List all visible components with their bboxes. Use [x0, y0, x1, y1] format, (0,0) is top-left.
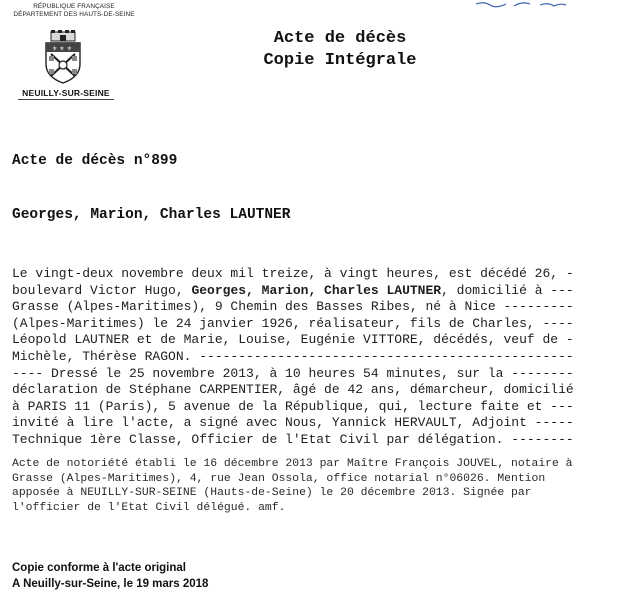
- deceased-name-emphasis: Georges, Marion, Charles LAUTNER: [191, 282, 442, 298]
- act-body-line: Le vingt-deux novembre deux mil treize, à vingt heures, est décédé 26, -: [12, 266, 574, 281]
- mention-line: l'officier de l'Etat Civil délégué. amf.: [12, 501, 286, 514]
- act-body-text: [12, 266, 616, 449]
- certified-copy-label: Copie conforme à l'acte original: [12, 562, 186, 574]
- certification-footer: [12, 560, 208, 592]
- act-body-line: (Alpes-Maritimes) le 24 janvier 1926, réalisateur, fils de Charles, ----: [12, 315, 574, 331]
- act-body-line: ---- Dressé le 25 novembre 2013, à 10 heures 54 minutes, sur la --------: [12, 365, 574, 381]
- act-body-line: invité à lire l'acte, a signé avec Nous, Yannick HERVAULT, Adjoint -----: [12, 415, 574, 431]
- republic-label: RÉPUBLIQUE FRANÇAISE: [33, 3, 115, 10]
- document-title: [220, 28, 460, 72]
- act-number: Acte de décès n°899: [12, 153, 178, 169]
- city-coat-of-arms-icon: [40, 30, 86, 84]
- marginal-mention-text: [12, 457, 616, 515]
- commune-underline: [18, 99, 114, 100]
- mention-line: Acte de notoriété établi le 16 décembre 2013 par Maître François JOUVEL, notaire à: [12, 458, 573, 470]
- commune-name: NEUILLY-SUR-SEINE: [22, 88, 110, 98]
- act-body-line: Technique 1ère Classe, Officier de l'Etat Civil par délégation. --------: [12, 431, 574, 447]
- svg-text:⚜ ⚜ ⚜: ⚜ ⚜ ⚜: [52, 45, 72, 53]
- act-body-line: déclaration de Stéphane CARPENTIER, âgé de 42 ans, démarcheur, domicilié: [12, 382, 574, 398]
- department-label: DÉPARTEMENT DES HAUTS-DE-SEINE: [13, 11, 135, 18]
- act-body-line: Michèle, Thérèse RAGON. ------------------------------------------------: [12, 348, 574, 364]
- act-body-line: Léopold LAUTNER et de Marie, Louise, Eugénie VITTORE, décédés, veuf de -: [12, 332, 574, 348]
- act-body-line: à PARIS 11 (Paris), 5 avenue de la République, qui, lecture faite et ---: [12, 398, 574, 414]
- title-line-1: Acte de décès: [273, 29, 407, 48]
- place-date-label: A Neuilly-sur-Seine, le 19 mars 2018: [12, 578, 209, 590]
- handwritten-mark: [470, 0, 570, 8]
- mention-line: apposée à NEUILLY-SUR-SEINE (Hauts-de-Seine) le 20 décembre 2013. Signée par: [12, 487, 532, 500]
- title-line-2: Copie Intégrale: [263, 51, 417, 70]
- issuing-authority: [0, 3, 148, 19]
- act-body-line: Grasse (Alpes-Maritimes), 9 Chemin des Basses Ribes, né à Nice ---------: [12, 299, 574, 315]
- act-body-line: boulevard Victor Hugo, Georges, Marion, Charles LAUTNER, domicilié à ---: [12, 282, 574, 298]
- mention-line: Grasse (Alpes-Maritimes), 4, rue Jean Ossola, office notarial n°06026. Mention: [12, 472, 546, 485]
- deceased-name: Georges, Marion, Charles LAUTNER: [12, 207, 291, 223]
